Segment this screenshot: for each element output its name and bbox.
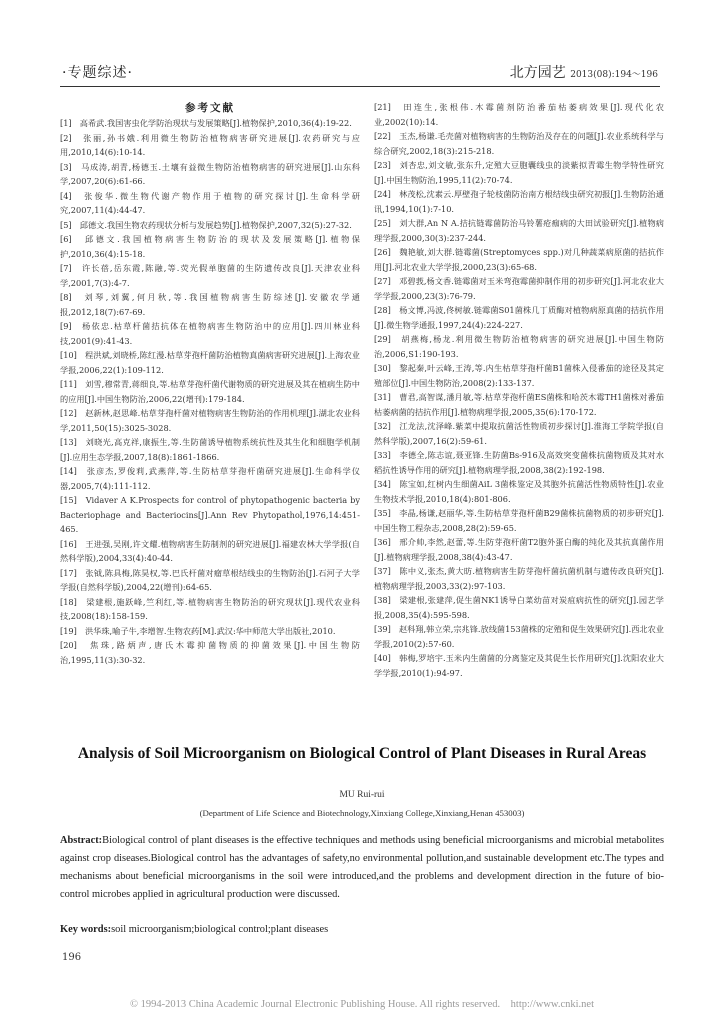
copyright-footer: © 1994-2013 China Academic Journal Electronic Publishing House. All rights reserved. http://www.cnki.net [130,999,594,1010]
reference-item: [32] 江龙法,沈泽峰.紫菜中提取抗菌活性物质初步探讨[J].淮海工学院学报(自然科学版),2007,16(2):59-61. [374,421,664,446]
abstract [60,832,664,904]
reference-item: [8] 刘琴,刘翼,何月秋,等.我国植物病害生防综述[J].安徽农学通报,2012,18(7):67-69. [60,292,360,317]
reference-item: [22] 玉杰,杨谦.毛壳菌对植物病害的生物防治及存在的问题[J].农业系统科学与综合研究,2002,18(3):215-218. [374,131,664,156]
reference-item: [5] 邱德文.我国生物农药现状分析与发展趋势[J].植物保护,2007,32(5):27-32. [60,219,352,230]
journal-name: 北方园艺 [509,65,566,81]
reference-item: [4] 张俊华.微生物代谢产物作用于植物的研究探讨[J].生命科学研究,2007,11(4):44-47. [60,190,360,215]
reference-item: [30] 黎起秦,叶云峰,王涛,等.内生枯草芽孢杆菌B1菌株入侵番茄的途径及其定殖部位[J].中国生物防治,2008(2):133-137. [374,363,664,388]
keywords [60,924,664,935]
reference-item: [2] 张丽,孙书娥.利用微生物防治植物病害研究进展[J].农药研究与应用,2010,14(6):10-14. [60,132,360,157]
keywords-text: soil microorganism;biological control;plant diseases [111,924,329,935]
reference-item: [39] 赵科翔,韩立荣,宗兆锋.放线菌153菌株的定殖和促生效果研究[J].西北农业学报,2010(2):57-60. [374,624,664,649]
reference-item: [16] 王进强,吴刚,许文耀.植物病害生防制剂的研究进展[J].福建农林大学学报(自然科学版),2004,33(4):40-44. [60,538,360,563]
reference-item: [3] 马成涛,胡青,杨德玉.土壤有益微生物防治植物病害的研究进展[J].山东科学,2007,20(6):61-66. [60,161,360,186]
reference-item: [25] 刘大群,An N A.拮抗链霉菌防治马铃薯疮痂病的大田试验研究[J].植物病理学报,2000,30(3):237-244. [374,218,664,243]
header-rule [60,86,660,87]
reference-item: [37] 陈中义,张杰,黄大昉.植物病害生防芽孢杆菌抗菌机制与遗传改良研究[J].植物病理学报,2003,33(2):97-103. [374,566,664,591]
issue-info: 2013(08):194～196 [570,70,658,80]
reference-item: [28] 杨文博,冯波,佟树敏.链霉菌S01菌株几丁质酶对植物病原真菌的拮抗作用[J].微生物学通报,1997,24(4):224-227. [374,305,664,330]
reference-item: [20] 焦珠,路炳声,唐氏木霉抑菌物质的抑菌效果[J].中国生物防治,1995,11(3):30-32. [60,640,360,665]
references-right-column [374,100,664,680]
section-label: ·专题综述· [62,65,133,81]
reference-item: [7] 许长蓓,岳东霞,陈融,等.荧光假单胞菌的生防遗传改良[J].天津农业科学,2001,7(3):4-7. [60,263,360,288]
reference-item: [11] 刘雪,穆常青,蒋细良,等.枯草芽孢杆菌代谢物质的研究进展及其在植病生防中的应用[J].中国生物防治,2006,22(增刊):179-184. [60,379,360,404]
page-number: 196 [62,952,82,963]
references-left-column [60,116,360,667]
reference-item: [12] 赵新林,赵思峰.枯草芽孢杆菌对植物病害生物防治的作用机理[J].湖北农业科学,2011,50(15):3025-3028. [60,408,360,433]
reference-item: [31] 曹君,高智谋,潘月敏,等.枯草芽孢杆菌ES菌株和哈茨木霉TH1菌株对番茄枯萎病菌的拮抗作用[J].植物病理学报,2005,35(6):170-172. [374,392,664,417]
reference-item: [36] 邢介帅,李然,赵蕾,等.生防芽孢杆菌T2胞外蛋白酶的纯化及其抗真菌作用[J].植物病理学报,2008,38(4):43-47. [374,537,664,562]
author: MU Rui-rui [339,790,385,800]
reference-item: [17] 张钺,陈具梅,陈昊权,等.巴氏杆菌对瘤草根结线虫的生物防治[J].石河子大学学报(自然科学版),2004,22(增刊):64-65. [60,567,360,592]
reference-item: [1] 高希武.我国害虫化学防治现状与发展策略[J].植物保护,2010,36(4):19-22. [60,118,352,128]
affiliation: (Department of Life Science and Biotechnology,Xinxiang College,Xinxiang,Henan 453003) [199,808,525,818]
references-title: 参考文献 [185,102,235,114]
reference-item: [24] 林茂松,沈素云.厚壁孢子轮枝菌防治南方根结线虫研究初报[J].生物防治通讯,1994,10(1):7-10. [374,189,664,214]
reference-item: [13] 刘晓光,高克祥,康振生,等.生防菌诱导植物系统抗性及其生化和细胞学机制[J].应用生态学报,2007,18(8):1861-1866. [60,437,360,462]
reference-item: [40] 韩梅,罗培宇.玉米内生菌菌的分离鉴定及其促生长作用研究[J].沈阳农业大学学报,2010(1):94-97. [374,653,664,678]
abstract-text: Biological control of plant diseases is the effective techniques and methods using beneficial microorganisms and microbial metabolites against crop diseases.Biological control has the advantages of safety,no environmental pollution,and sustainable development etc.The types and mechanisms about beneficial microorganisms in the soil were introduced,and the problems and development direction in the future of bio-control microbes applied in agricultural production were discussed. [60,835,664,900]
reference-item: [35] 李晶,杨谦,赵丽华,等.生防枯草芽孢杆菌B29菌株抗菌物质的初步研究[J].中国生物工程杂志,2008,28(2):59-65. [374,508,664,533]
reference-item: [26] 魏艳敏,刘大群.链霉菌(Streptomyces spp.)对几种蔬菜病原菌的拮抗作用[J].河北农业大学学报,2000,23(3):65-68. [374,247,664,272]
reference-item: [15] Vidaver A K.Prospects for control of phytopathogenic bacteria by Bacteriophage and Bacteriocins[J].Ann Rev Phytopathol,1976,14:451-465. [60,495,360,534]
reference-item: [10] 程洪斌,刘晓桥,陈红漫.枯草芽孢杆菌防治植物真菌病害研究进展[J].上海农业学报,2006,22(1):109-112. [60,350,360,375]
reference-item: [19] 洪华珠,喻子牛,李增智.生物农药[M].武汉:华中师范大学出版社,2010. [60,625,336,636]
reference-item: [23] 刘杏忠,刘文敏,张东升,定殖大豆胞囊线虫的淡紫拟青霉生物学特性研究[J].中国生物防治,1995,11(2):70-74. [374,160,664,185]
abstract-label: Abstract: [60,835,103,846]
reference-item: [6] 邱德文.我国植物病害生物防治的现状及发展策略[J].植物保护,2010,36(4):15-18. [60,234,360,259]
journal-header [510,62,658,82]
reference-item: [38] 梁建根,张建萍,促生菌NK1诱导白菜幼苗对炭疽病抗性的研究[J].园艺学报,2008,35(4):595-598. [374,595,664,620]
reference-item: [21] 田连生,张根伟.木霉菌剂防治番茄枯萎病效果[J].现代化农业,2002(10):14. [374,102,664,127]
keywords-label: Key words: [60,924,112,935]
reference-item: [14] 张彦杰,罗俊莉,武燕萍,等.生防枯草芽孢杆菌研究进展[J].生命科学仪器,2005,7(4):111-112. [60,466,360,491]
reference-item: [33] 李德全,陈志谊,聂亚锋.生防菌Bs-916及高效突变菌株抗菌物质及其对水稻抗性诱导作用的研究[J].植物病理学报,2008,38(2):192-198. [374,450,664,475]
reference-item: [27] 邓碧莪,杨文香.链霉菌对玉米弯孢霉菌抑制作用的初步研究[J].河北农业大学学报,2000,23(3):76-79. [374,276,664,301]
english-title: Analysis of Soil Microorganism on Biological Control of Plant Diseases in Rural Areas [77,745,647,762]
reference-item: [9] 杨依忠.枯草杆菌拮抗体在植物病害生物防治中的应用[J].四川林业科技,2001(9):41-43. [60,321,360,346]
reference-item: [34] 陈宝如,红树内生细菌AiL 3菌株鉴定及其胞外抗菌活性物质特性[J].农业生物技术学报,2010,18(4):801-806. [374,479,664,504]
reference-item: [29] 胡燕梅,杨龙.利用微生物防治植物病害的研究进展[J].中国生物防治,2006,S1:190-193. [374,334,664,359]
reference-item: [18] 梁建根,施跃峰,竺利红,等.植物病害生物防治的研究现状[J].现代农业科技,2008(18):158-159. [60,596,360,621]
